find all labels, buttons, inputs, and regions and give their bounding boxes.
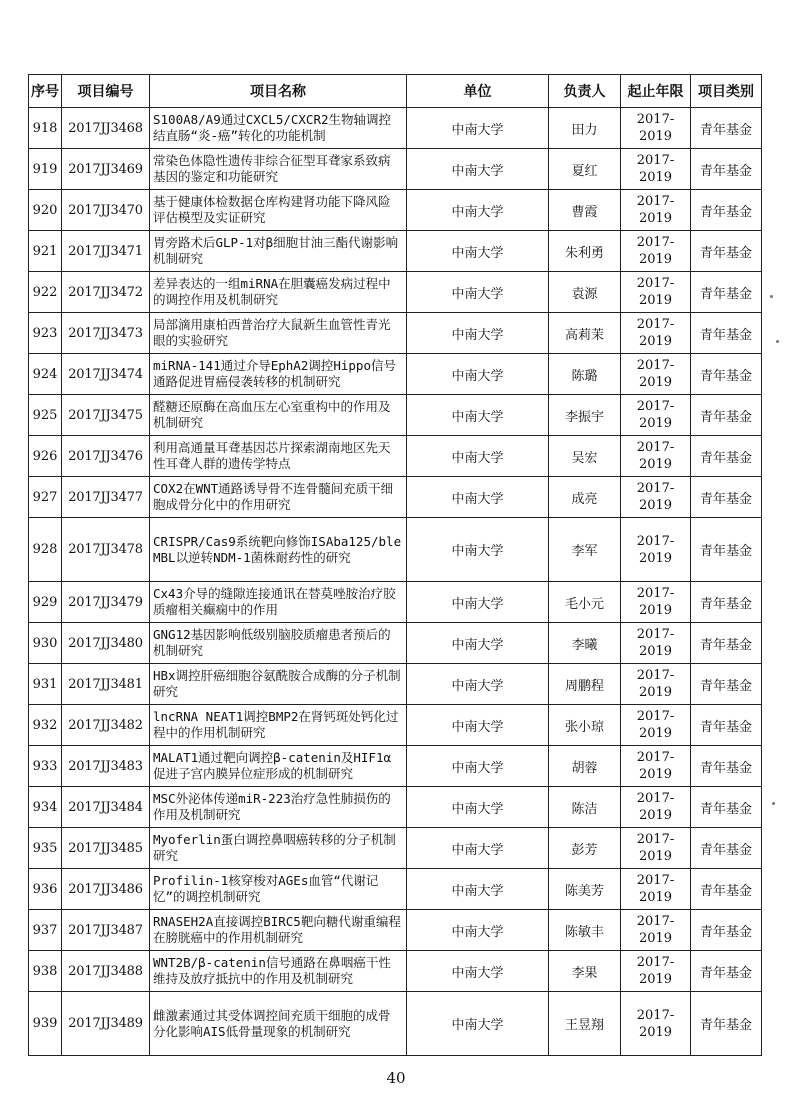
cell-unit: 中南大学: [407, 869, 549, 910]
cell-project-title: lncRNA NEAT1调控BMP2在肾钙斑处钙化过程中的作用机制研究: [150, 705, 407, 746]
cell-project-code: 2017JJ3470: [62, 190, 150, 231]
cell-serial: 938: [29, 951, 62, 992]
years-start: 2017-: [636, 586, 675, 601]
header-project-code: 项目编号: [62, 75, 150, 108]
years-start: 2017-: [636, 914, 675, 929]
cell-leader: 陈敏丰: [549, 910, 621, 951]
cell-serial: 932: [29, 705, 62, 746]
table-row: [29, 664, 762, 705]
cell-project-title: 胃旁路术后GLP-1对β细胞甘油三酯代谢影响机制研究: [150, 231, 407, 272]
years-start: 2017-: [636, 668, 675, 683]
years-end: 2019: [638, 685, 673, 700]
table-row: [29, 272, 762, 313]
table-row: [29, 108, 762, 149]
cell-years: [621, 746, 691, 787]
cell-serial: 929: [29, 582, 62, 623]
cell-category: 青年基金: [691, 354, 762, 395]
cell-unit: 中南大学: [407, 518, 549, 582]
cell-leader: 毛小元: [549, 582, 621, 623]
cell-leader: 周鹏程: [549, 664, 621, 705]
cell-category: 青年基金: [691, 992, 762, 1056]
cell-project-title: 基于健康体检数据仓库构建肾功能下降风险评估模型及实证研究: [150, 190, 407, 231]
cell-leader: 田力: [549, 108, 621, 149]
cell-category: 青年基金: [691, 705, 762, 746]
years-end: 2019: [638, 252, 673, 267]
cell-years: [621, 272, 691, 313]
project-table: [28, 74, 762, 1056]
years-end: 2019: [638, 457, 673, 472]
years-end: 2019: [638, 334, 673, 349]
years-end: 2019: [638, 1024, 673, 1040]
years-start: 2017-: [636, 358, 675, 373]
cell-category: 青年基金: [691, 272, 762, 313]
cell-leader: 王昱翔: [549, 992, 621, 1056]
cell-years: [621, 313, 691, 354]
page-number: 40: [386, 1069, 406, 1087]
cell-serial: 931: [29, 664, 62, 705]
cell-project-title: MSC外泌体传递miR-223治疗急性肺损伤的作用及机制研究: [150, 787, 407, 828]
years-end: 2019: [638, 211, 673, 226]
cell-project-code: 2017JJ3478: [62, 518, 150, 582]
table-row: [29, 313, 762, 354]
years-start: 2017-: [636, 709, 675, 724]
table-row: [29, 582, 762, 623]
cell-years: [621, 231, 691, 272]
cell-leader: 陈洁: [549, 787, 621, 828]
cell-project-title: 醛糖还原酶在高血压左心室重构中的作用及机制研究: [150, 395, 407, 436]
years-start: 2017-: [636, 750, 675, 765]
cell-unit: 中南大学: [407, 582, 549, 623]
cell-leader: 陈美芳: [549, 869, 621, 910]
cell-leader: 李果: [549, 951, 621, 992]
cell-project-code: 2017JJ3473: [62, 313, 150, 354]
cell-project-code: 2017JJ3484: [62, 787, 150, 828]
years-end: 2019: [638, 293, 673, 308]
cell-project-title: 利用高通量耳聋基因芯片探索湖南地区先天性耳聋人群的遗传学特点: [150, 436, 407, 477]
years-start: 2017-: [636, 533, 675, 549]
cell-category: 青年基金: [691, 664, 762, 705]
cell-leader: 李军: [549, 518, 621, 582]
cell-leader: 成亮: [549, 477, 621, 518]
table-row: [29, 623, 762, 664]
cell-serial: 933: [29, 746, 62, 787]
cell-years: [621, 910, 691, 951]
cell-serial: 935: [29, 828, 62, 869]
header-project-title: 项目名称: [150, 75, 407, 108]
header-serial: 序号: [29, 75, 62, 108]
scan-speck: [776, 340, 779, 343]
years-start: 2017-: [636, 399, 675, 414]
years-end: 2019: [638, 767, 673, 782]
cell-project-title: 雌激素通过其受体调控间充质干细胞的成骨分化影响AIS低骨量现象的机制研究: [150, 992, 407, 1056]
cell-project-code: 2017JJ3476: [62, 436, 150, 477]
cell-category: 青年基金: [691, 395, 762, 436]
cell-category: 青年基金: [691, 787, 762, 828]
cell-project-code: 2017JJ3480: [62, 623, 150, 664]
table-row: [29, 477, 762, 518]
cell-serial: 922: [29, 272, 62, 313]
cell-unit: 中南大学: [407, 354, 549, 395]
table-row: [29, 190, 762, 231]
scan-speck: [770, 295, 773, 298]
years-end: 2019: [638, 931, 673, 946]
cell-unit: 中南大学: [407, 746, 549, 787]
scan-speck: [772, 802, 775, 805]
cell-category: 青年基金: [691, 582, 762, 623]
cell-years: [621, 582, 691, 623]
cell-years: [621, 787, 691, 828]
cell-category: 青年基金: [691, 190, 762, 231]
cell-project-title: S100A8/A9通过CXCL5/CXCR2生物轴调控结直肠“炎-癌”转化的功能机制: [150, 108, 407, 149]
header-leader: 负责人: [549, 75, 621, 108]
cell-category: 青年基金: [691, 869, 762, 910]
cell-unit: 中南大学: [407, 436, 549, 477]
cell-leader: 胡蓉: [549, 746, 621, 787]
table-row: [29, 746, 762, 787]
cell-project-code: 2017JJ3472: [62, 272, 150, 313]
years-end: 2019: [638, 644, 673, 659]
years-start: 2017-: [636, 153, 675, 168]
cell-serial: 934: [29, 787, 62, 828]
cell-serial: 918: [29, 108, 62, 149]
cell-project-title: GNG12基因影响低级别脑胶质瘤患者预后的机制研究: [150, 623, 407, 664]
cell-leader: 曹霞: [549, 190, 621, 231]
table-row: [29, 395, 762, 436]
table-row: [29, 231, 762, 272]
cell-category: 青年基金: [691, 108, 762, 149]
cell-category: 青年基金: [691, 746, 762, 787]
cell-leader: 袁源: [549, 272, 621, 313]
cell-project-code: 2017JJ3481: [62, 664, 150, 705]
cell-unit: 中南大学: [407, 108, 549, 149]
years-start: 2017-: [636, 955, 675, 970]
cell-leader: 夏红: [549, 149, 621, 190]
table-header-row: [29, 75, 762, 108]
cell-leader: 彭芳: [549, 828, 621, 869]
cell-serial: 923: [29, 313, 62, 354]
cell-project-title: MALAT1通过靶向调控β-catenin及HIF1α促进子宫内膜异位症形成的机制研究: [150, 746, 407, 787]
cell-unit: 中南大学: [407, 787, 549, 828]
years-end: 2019: [638, 890, 673, 905]
cell-unit: 中南大学: [407, 910, 549, 951]
cell-years: [621, 149, 691, 190]
table-row: [29, 705, 762, 746]
years-start: 2017-: [636, 276, 675, 291]
cell-category: 青年基金: [691, 518, 762, 582]
cell-category: 青年基金: [691, 477, 762, 518]
cell-project-title: CRISPR/Cas9系统靶向修饰ISAba125/bleMBL以逆转NDM-1菌株耐药性的研究: [150, 518, 407, 582]
cell-project-title: WNT2B/β-catenin信号通路在鼻咽癌干性维持及放疗抵抗中的作用及机制研究: [150, 951, 407, 992]
table-row: [29, 951, 762, 992]
cell-years: [621, 108, 691, 149]
cell-leader: 吴宏: [549, 436, 621, 477]
cell-serial: 925: [29, 395, 62, 436]
table-body: [29, 108, 762, 1056]
years-end: 2019: [638, 498, 673, 513]
cell-serial: 936: [29, 869, 62, 910]
years-end: 2019: [638, 603, 673, 618]
cell-serial: 919: [29, 149, 62, 190]
cell-project-title: 局部滴用康柏西普治疗大鼠新生血管性青光眼的实验研究: [150, 313, 407, 354]
cell-project-code: 2017JJ3468: [62, 108, 150, 149]
cell-years: [621, 436, 691, 477]
table-row: [29, 149, 762, 190]
cell-unit: 中南大学: [407, 190, 549, 231]
cell-project-title: Myoferlin蛋白调控鼻咽癌转移的分子机制研究: [150, 828, 407, 869]
table-row: [29, 869, 762, 910]
cell-category: 青年基金: [691, 910, 762, 951]
cell-unit: 中南大学: [407, 149, 549, 190]
cell-project-code: 2017JJ3471: [62, 231, 150, 272]
years-start: 2017-: [636, 873, 675, 888]
cell-project-code: 2017JJ3485: [62, 828, 150, 869]
years-end: 2019: [638, 726, 673, 741]
cell-years: [621, 190, 691, 231]
cell-project-code: 2017JJ3487: [62, 910, 150, 951]
cell-project-code: 2017JJ3475: [62, 395, 150, 436]
years-start: 2017-: [636, 317, 675, 332]
table-row: [29, 828, 762, 869]
cell-years: [621, 828, 691, 869]
cell-years: [621, 992, 691, 1056]
cell-category: 青年基金: [691, 149, 762, 190]
table-row: [29, 787, 762, 828]
cell-serial: 939: [29, 992, 62, 1056]
table-row: [29, 436, 762, 477]
cell-years: [621, 518, 691, 582]
cell-unit: 中南大学: [407, 231, 549, 272]
cell-years: [621, 477, 691, 518]
cell-years: [621, 664, 691, 705]
cell-project-code: 2017JJ3482: [62, 705, 150, 746]
cell-project-code: 2017JJ3489: [62, 992, 150, 1056]
cell-project-title: RNASEH2A直接调控BIRC5靶向糖代谢重编程在膀胱癌中的作用机制研究: [150, 910, 407, 951]
cell-years: [621, 623, 691, 664]
cell-leader: 高莉茉: [549, 313, 621, 354]
cell-unit: 中南大学: [407, 992, 549, 1056]
cell-years: [621, 705, 691, 746]
years-end: 2019: [638, 972, 673, 987]
cell-serial: 921: [29, 231, 62, 272]
years-start: 2017-: [636, 1007, 675, 1023]
cell-project-title: 常染色体隐性遗传非综合征型耳聋家系致病基因的鉴定和功能研究: [150, 149, 407, 190]
years-end: 2019: [638, 170, 673, 185]
years-end: 2019: [638, 375, 673, 390]
cell-unit: 中南大学: [407, 828, 549, 869]
cell-unit: 中南大学: [407, 313, 549, 354]
cell-project-title: COX2在WNT通路诱导骨不连骨髓间充质干细胞成骨分化中的作用研究: [150, 477, 407, 518]
cell-unit: 中南大学: [407, 705, 549, 746]
table-row: [29, 354, 762, 395]
cell-project-title: HBx调控肝癌细胞谷氨酰胺合成酶的分子机制研究: [150, 664, 407, 705]
cell-serial: 920: [29, 190, 62, 231]
years-start: 2017-: [636, 440, 675, 455]
cell-unit: 中南大学: [407, 623, 549, 664]
cell-project-title: Cx43介导的缝隙连接通讯在替莫唑胺治疗胶质瘤相关癫痫中的作用: [150, 582, 407, 623]
cell-serial: 930: [29, 623, 62, 664]
cell-serial: 928: [29, 518, 62, 582]
years-start: 2017-: [636, 627, 675, 642]
cell-category: 青年基金: [691, 231, 762, 272]
years-end: 2019: [638, 808, 673, 823]
cell-project-title: Profilin-1核穿梭对AGEs血管“代谢记忆”的调控机制研究: [150, 869, 407, 910]
cell-project-code: 2017JJ3474: [62, 354, 150, 395]
header-category: 项目类别: [691, 75, 762, 108]
cell-leader: 陈璐: [549, 354, 621, 395]
years-start: 2017-: [636, 194, 675, 209]
cell-project-title: miRNA-141通过介导EphA2调控Hippo信号通路促进胃癌侵袭转移的机制研究: [150, 354, 407, 395]
cell-category: 青年基金: [691, 436, 762, 477]
header-unit: 单位: [407, 75, 549, 108]
cell-project-code: 2017JJ3469: [62, 149, 150, 190]
cell-project-code: 2017JJ3486: [62, 869, 150, 910]
cell-unit: 中南大学: [407, 477, 549, 518]
years-start: 2017-: [636, 235, 675, 250]
cell-category: 青年基金: [691, 623, 762, 664]
cell-project-code: 2017JJ3488: [62, 951, 150, 992]
cell-unit: 中南大学: [407, 951, 549, 992]
cell-leader: 朱利勇: [549, 231, 621, 272]
cell-project-code: 2017JJ3477: [62, 477, 150, 518]
header-years: 起止年限: [621, 75, 691, 108]
cell-unit: 中南大学: [407, 272, 549, 313]
cell-project-title: 差异表达的一组miRNA在胆囊癌发病过程中的调控作用及机制研究: [150, 272, 407, 313]
cell-project-code: 2017JJ3483: [62, 746, 150, 787]
years-start: 2017-: [636, 832, 675, 847]
years-end: 2019: [638, 416, 673, 431]
years-end: 2019: [638, 129, 673, 144]
cell-years: [621, 869, 691, 910]
cell-serial: 924: [29, 354, 62, 395]
cell-years: [621, 395, 691, 436]
years-start: 2017-: [636, 791, 675, 806]
cell-serial: 927: [29, 477, 62, 518]
cell-category: 青年基金: [691, 313, 762, 354]
cell-unit: 中南大学: [407, 664, 549, 705]
table-row: [29, 518, 762, 582]
cell-years: [621, 354, 691, 395]
cell-unit: 中南大学: [407, 395, 549, 436]
cell-years: [621, 951, 691, 992]
table-row: [29, 910, 762, 951]
years-end: 2019: [638, 849, 673, 864]
table-row: [29, 992, 762, 1056]
cell-leader: 张小琼: [549, 705, 621, 746]
cell-leader: 李曦: [549, 623, 621, 664]
years-start: 2017-: [636, 112, 675, 127]
cell-leader: 李振宇: [549, 395, 621, 436]
cell-category: 青年基金: [691, 828, 762, 869]
cell-category: 青年基金: [691, 951, 762, 992]
years-end: 2019: [638, 550, 673, 566]
cell-serial: 937: [29, 910, 62, 951]
years-start: 2017-: [636, 481, 675, 496]
cell-project-code: 2017JJ3479: [62, 582, 150, 623]
cell-serial: 926: [29, 436, 62, 477]
